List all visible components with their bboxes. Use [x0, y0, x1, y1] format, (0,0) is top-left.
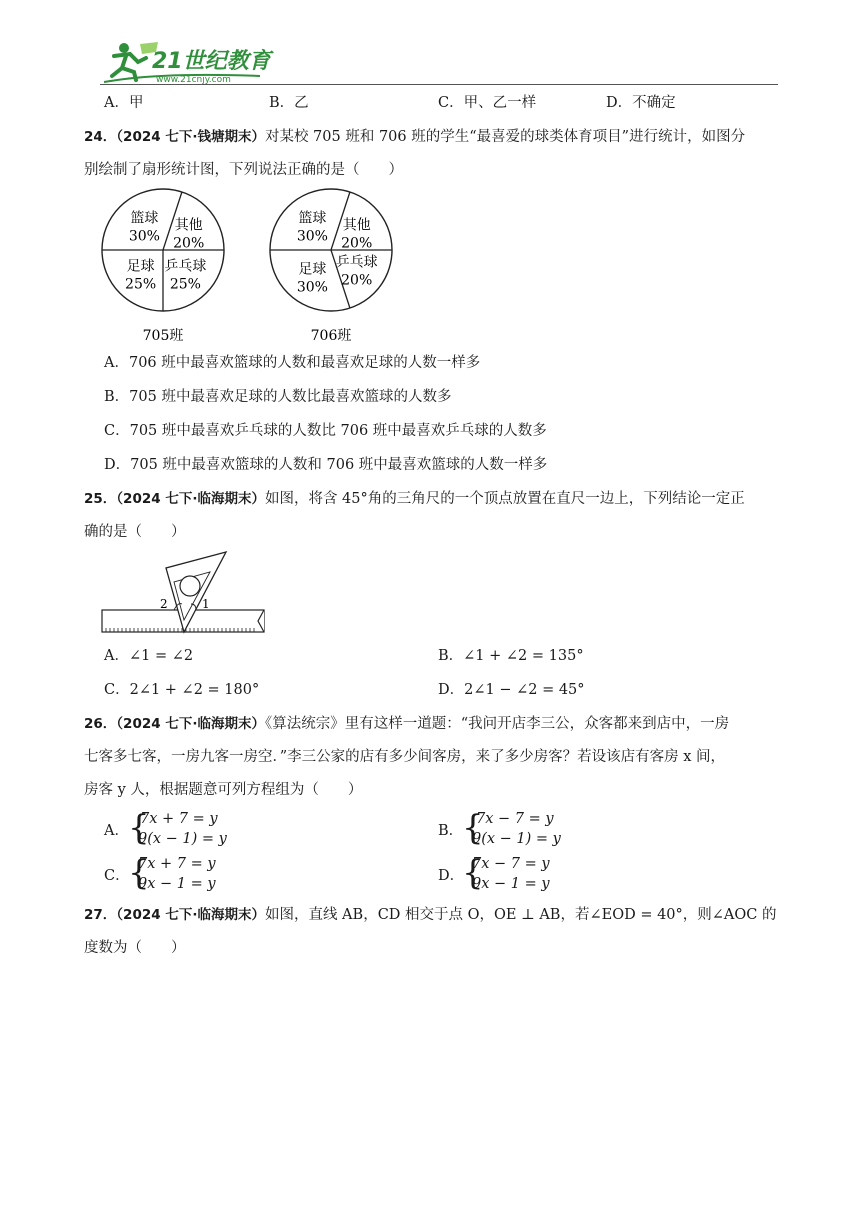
pie-slice-percent: 20%	[341, 235, 373, 252]
pie-slice-category: 乒乓球	[164, 258, 207, 275]
q26-option-b-eq2: 9(x − 1) = y	[472, 831, 561, 847]
q26-option-a-eq1: 7x + 7 = y	[140, 811, 218, 827]
pie-slice-category: 乒乓球	[335, 254, 378, 271]
q24-option-b: B．705 班中最喜欢足球的人数比最喜欢篮球的人数多	[104, 389, 452, 405]
q25-option-b: B．∠1 + ∠2 = 135°	[438, 648, 584, 664]
q26-option-d-label: D．	[438, 868, 465, 884]
q25-stem-line1	[84, 488, 745, 510]
angle-label-1: 1	[202, 597, 210, 611]
q24-option-a: A．706 班中最喜欢篮球的人数和最喜欢足球的人数一样多	[104, 355, 481, 371]
pie-slice-percent: 20%	[341, 272, 373, 289]
q25-number: 25．	[84, 491, 117, 507]
q24-number: 24．	[84, 129, 117, 145]
angle-label-2: 2	[160, 597, 168, 611]
q24-stem-line2: 别绘制了扇形统计图，下列说法正确的是（ ）	[84, 162, 403, 178]
q26-option-c-label: C．	[104, 868, 130, 884]
q25-figure	[98, 548, 270, 638]
pie-slice-percent: 30%	[296, 228, 328, 245]
pie-slice-category: 其他	[174, 217, 203, 234]
q27-stem-text: 如图，直线 AB，CD 相交于点 O，OE ⊥ AB，若∠EOD = 40°，则∠AOC 的	[264, 907, 777, 923]
set-square-hole	[180, 576, 200, 596]
q26-option-a-label: A．	[104, 823, 129, 839]
q25-option-c: C．2∠1 + ∠2 = 180°	[104, 682, 260, 698]
q27-number: 27．	[84, 907, 117, 923]
q26-number: 26．	[84, 716, 117, 732]
pie-slice-percent: 30%	[128, 228, 160, 245]
q27-stem-line1	[84, 904, 777, 926]
q26-stem-line2: 七客多七客，一房九客一房空．”李三公家的店有多少间客房，来了多少房客？若设该店有客房 x 间，	[84, 749, 726, 765]
q26-stem-line3: 房客 y 人，根据题意可列方程组为（ ）	[84, 782, 363, 798]
q26-option-a-brace: {	[128, 808, 150, 848]
pie-slice-category: 足球	[126, 258, 155, 275]
pie-slice-percent: 20%	[173, 235, 205, 252]
pie-slice-category: 足球	[298, 261, 327, 278]
pie-slice-percent: 25%	[125, 276, 157, 293]
q23-option-d: D．不确定	[606, 95, 676, 111]
q25-source: （2024 七下·临海期末）	[116, 491, 265, 507]
logo-url: www.21cnjy.com	[156, 75, 231, 85]
q24-stem-line1	[84, 126, 745, 148]
pie-slice-percent: 30%	[296, 279, 328, 296]
pie-706-title: 706班	[310, 328, 352, 344]
q27-source: （2024 七下·临海期末）	[116, 907, 265, 923]
q26-option-b-brace: {	[462, 808, 484, 848]
pie-chart-705	[102, 189, 224, 311]
q25-stem-line2: 确的是（ ）	[84, 524, 186, 540]
logo-title: 21世纪教育	[152, 49, 271, 74]
q26-option-d-eq1: 7x − 7 = y	[472, 856, 550, 872]
q26-stem-text: 《算法统宗》里有这样一道题：“我问开店李三公，众客都来到店中，一房	[264, 716, 730, 732]
q26-option-c-eq2: 9x − 1 = y	[138, 876, 216, 892]
q24-option-d: D．705 班中最喜欢篮球的人数和 706 班中最喜欢篮球的人数一样多	[104, 457, 548, 473]
q26-option-d-eq2: 9x − 1 = y	[472, 876, 550, 892]
q24-stem-text: 对某校 705 班和 706 班的学生“最喜爱的球类体育项目”进行统计，如图分	[264, 129, 746, 145]
pie-slice-percent: 25%	[169, 276, 201, 293]
header-divider	[100, 84, 778, 85]
q26-option-b-label: B．	[438, 823, 464, 839]
pie-slice-category: 篮球	[130, 210, 159, 227]
q26-option-c-eq1: 7x + 7 = y	[138, 856, 216, 872]
q26-option-d-brace: {	[462, 853, 484, 893]
pie-705-title: 705班	[142, 328, 184, 344]
q25-stem-text: 如图，将含 45°角的三角尺的一个顶点放置在直尺一边上，下列结论一定正	[264, 491, 745, 507]
q26-stem-line1	[84, 713, 729, 735]
q27-stem-line2: 度数为（ ）	[84, 940, 186, 956]
pie-slice-category: 篮球	[298, 210, 327, 227]
q26-option-c-brace: {	[128, 853, 150, 893]
q26-option-a-eq2: 9(x − 1) = y	[138, 831, 227, 847]
q26-source: （2024 七下·临海期末）	[116, 716, 265, 732]
q24-option-c: C．705 班中最喜欢乒乓球的人数比 706 班中最喜欢乒乓球的人数多	[104, 423, 547, 439]
q23-option-a: A．甲	[104, 95, 144, 111]
q25-option-d: D．2∠1 − ∠2 = 45°	[438, 682, 585, 698]
q24-source: （2024 七下·钱塘期末）	[116, 129, 265, 145]
logo	[100, 38, 280, 86]
pie-slice-category: 其他	[342, 217, 371, 234]
q23-option-c: C．甲、乙一样	[438, 95, 537, 111]
q25-option-a: A．∠1 = ∠2	[104, 648, 194, 664]
q26-option-b-eq1: 7x − 7 = y	[476, 811, 554, 827]
q24-pie-charts	[96, 186, 416, 348]
q23-option-b: B．乙	[269, 95, 309, 111]
pie-chart-706	[270, 189, 392, 311]
logo-graphic	[100, 38, 280, 86]
